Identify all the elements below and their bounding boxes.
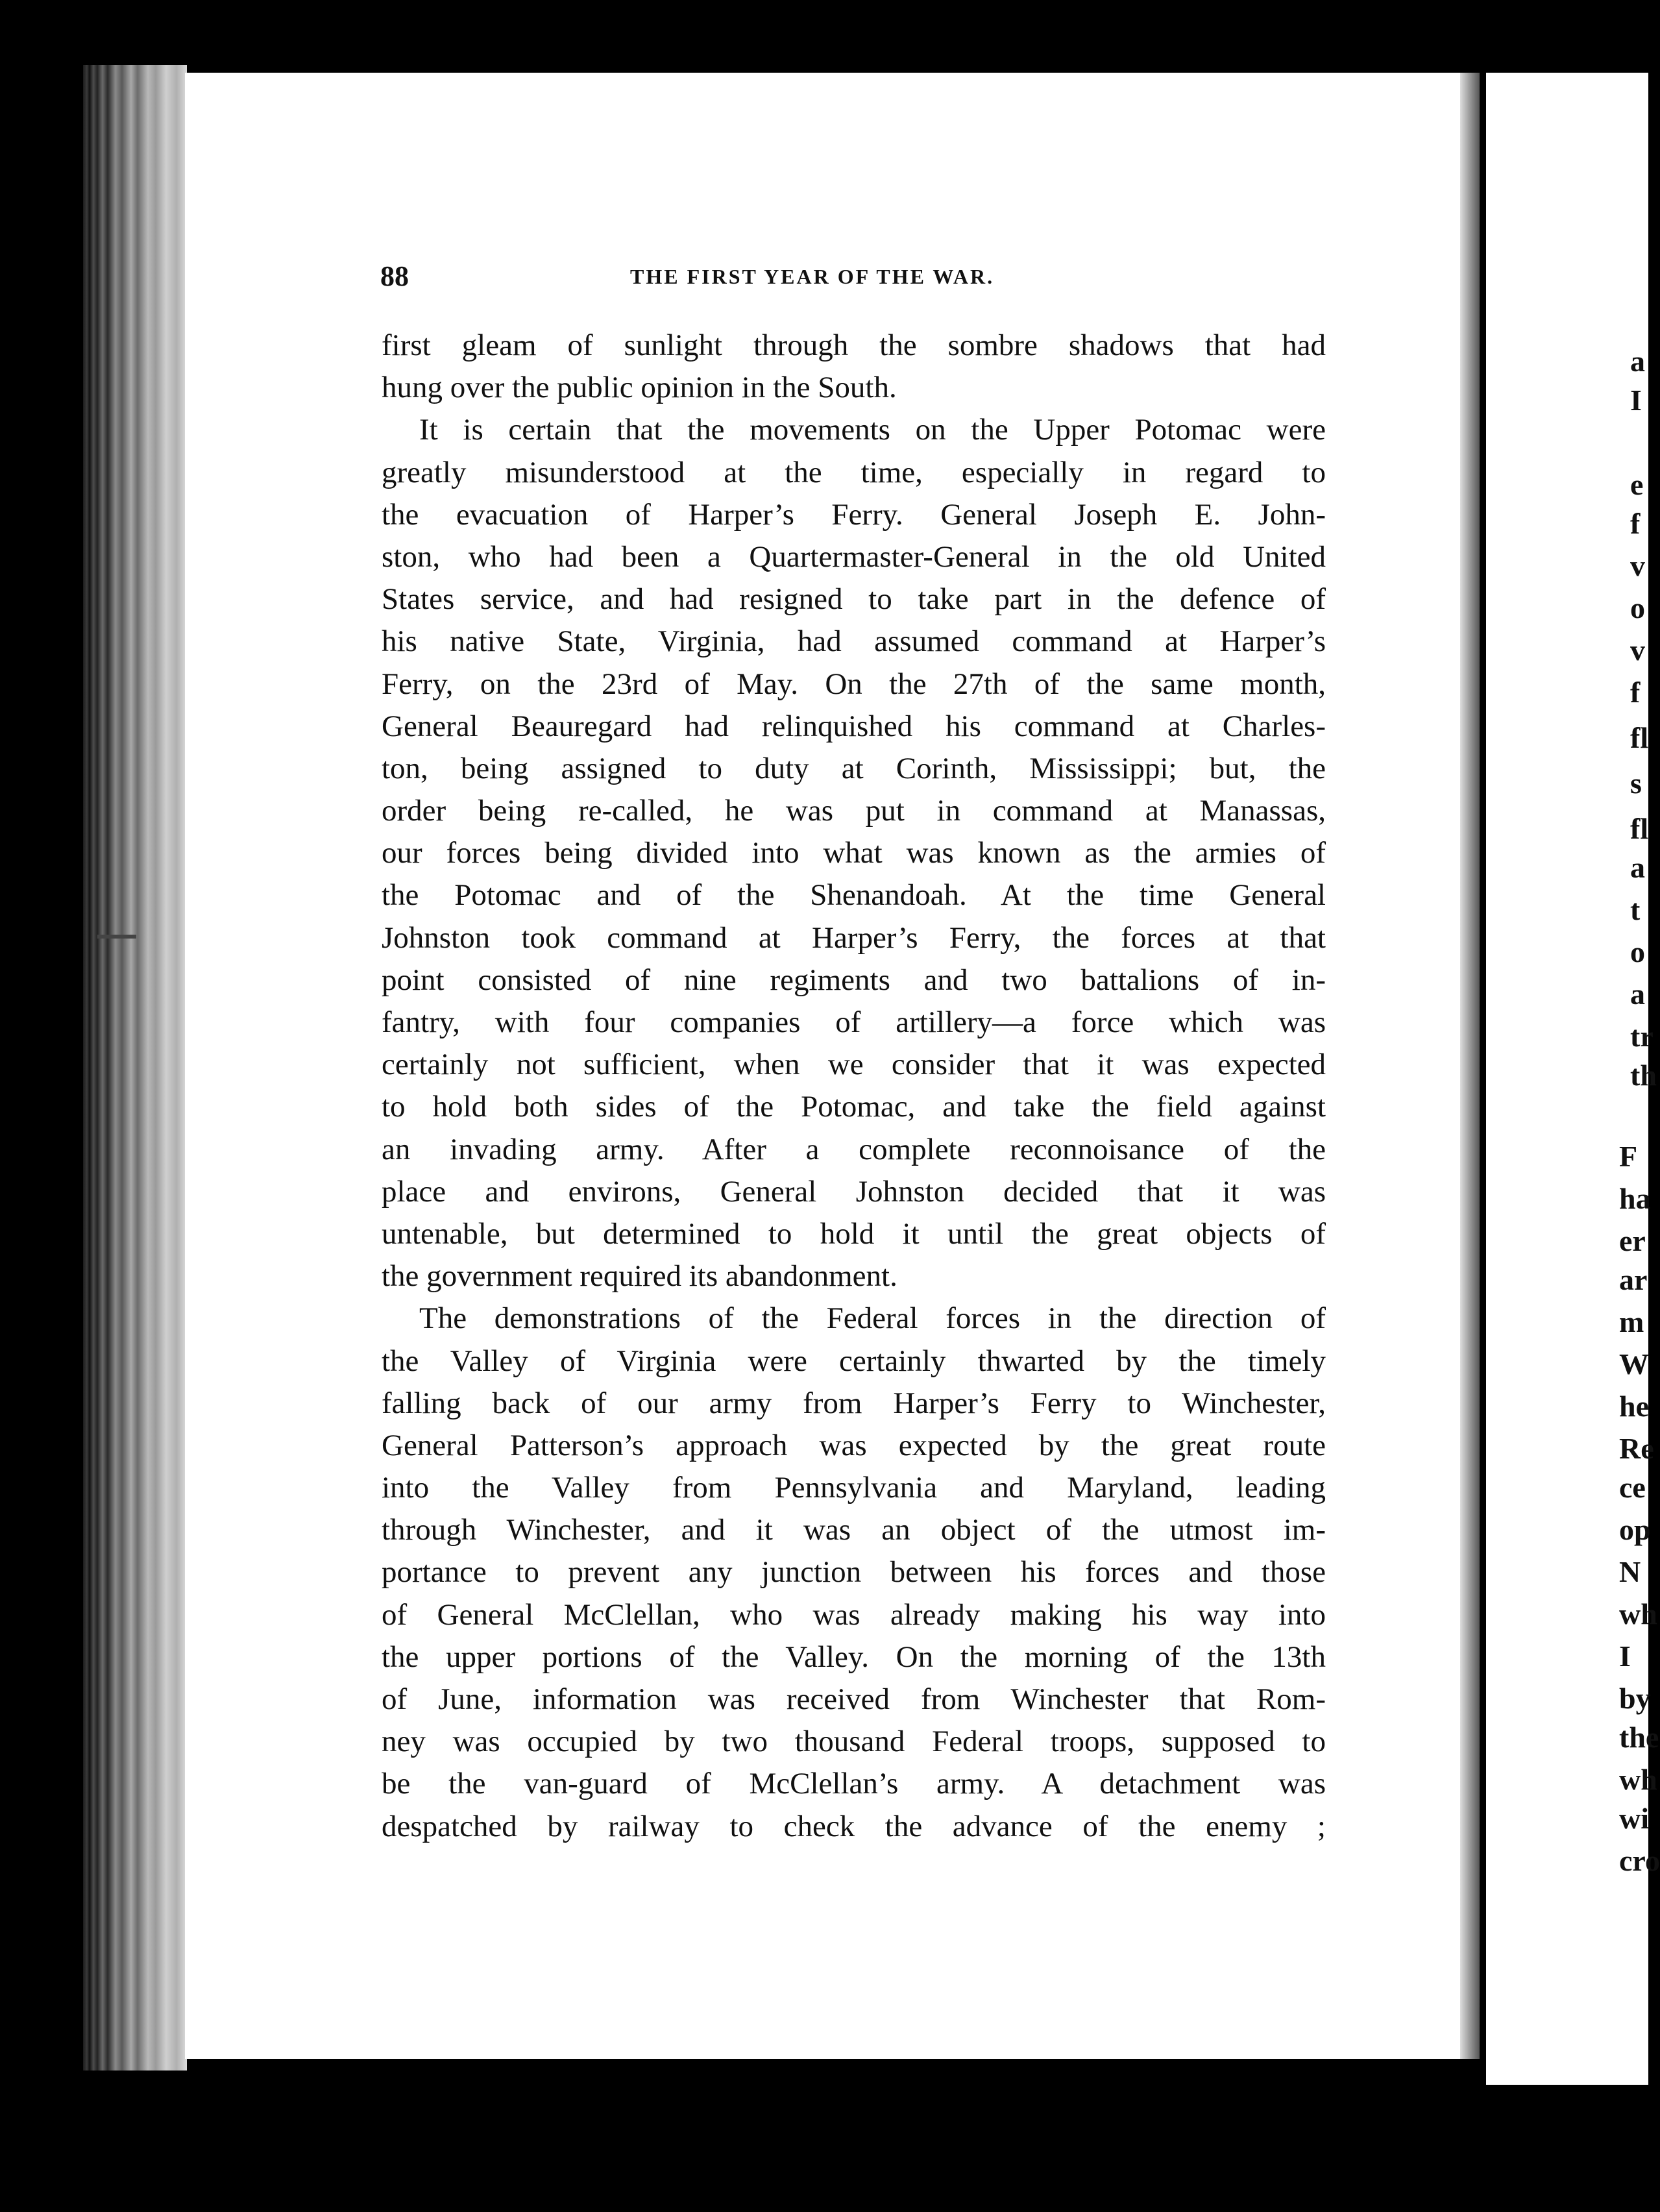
facing-page-fragment: fl <box>1630 721 1649 754</box>
facing-page-fragment: F <box>1619 1140 1638 1173</box>
body-line: place and environs, General Johnston decided that it was <box>382 1174 1326 1209</box>
facing-page-fragment: wh <box>1619 1763 1657 1796</box>
facing-page-fragment: N <box>1619 1555 1641 1588</box>
facing-page-fragment: f <box>1630 507 1641 540</box>
facing-page-fragment: W <box>1619 1347 1649 1381</box>
body-line: our forces being divided into what was known as the armies of <box>382 836 1326 870</box>
facing-page-fragment: I <box>1619 1640 1631 1673</box>
body-line: certainly not sufficient, when we consider that it was expected <box>382 1048 1326 1082</box>
facing-page-fragment: m <box>1619 1305 1644 1338</box>
running-head <box>380 260 1328 299</box>
facing-page-fragment: f <box>1630 676 1641 709</box>
facing-page-fragment: o <box>1630 935 1645 968</box>
facing-page-fragment: e <box>1630 468 1644 501</box>
body-line: into the Valley from Pennsylvania and Maryland, leading <box>382 1471 1326 1505</box>
facing-page-fragment: I <box>1630 384 1642 417</box>
body-line: fantry, with four companies of artillery—a force which was <box>382 1005 1326 1039</box>
facing-page-fragment: he <box>1619 1390 1649 1423</box>
body-line: portance to prevent any junction between his forces and those <box>382 1555 1326 1590</box>
body-line: ton, being assigned to duty at Corinth, Mississippi; but, the <box>382 751 1326 785</box>
facing-page-fragment: o <box>1630 591 1645 624</box>
facing-page-fragment: v <box>1630 549 1645 582</box>
facing-page-fragment: th <box>1630 1059 1657 1092</box>
body-line: the upper portions of the Valley. On the morning of the 13th <box>382 1640 1326 1674</box>
facing-page-fragment: by <box>1619 1682 1651 1715</box>
page-gutter-shadow <box>1460 73 1480 2059</box>
facing-page-fragment: ce <box>1619 1471 1646 1504</box>
body-line: ston, who had been a Quartermaster-General in the old United <box>382 539 1326 574</box>
body-line: Ferry, on the 23rd of May. On the 27th of the same month, <box>382 667 1326 701</box>
body-line: an invading army. After a complete reconnoisance of the <box>382 1132 1326 1166</box>
running-title: THE FIRST YEAR OF THE WAR. <box>630 265 995 288</box>
body-line: General Patterson’s approach was expected by the great route <box>382 1428 1326 1462</box>
body-line: despatched by railway to check the advance of the enemy ; <box>382 1809 1326 1843</box>
page-body-text <box>382 325 1326 1848</box>
book-binding <box>83 65 187 2071</box>
body-line: of General McClellan, who was already making his way into <box>382 1597 1326 1632</box>
body-line: ney was occupied by two thousand Federal troops, supposed to <box>382 1725 1326 1759</box>
body-line: through Winchester, and it was an object of the utmost im- <box>382 1513 1326 1547</box>
body-line: untenable, but determined to hold it until the great objects of <box>382 1216 1326 1251</box>
body-line: falling back of our army from Harper’s Ferry to Winchester, <box>382 1386 1326 1420</box>
facing-page-fragment: Re <box>1619 1432 1654 1465</box>
facing-page-fragment: a <box>1630 851 1645 884</box>
facing-page-fragment: a <box>1630 345 1645 378</box>
body-line: greatly misunderstood at the time, especially in regard to <box>382 455 1326 489</box>
facing-page-fragment: t <box>1630 893 1641 926</box>
body-line: General Beauregard had relinquished his command at Charles- <box>382 709 1326 743</box>
body-line: hung over the public opinion in the South. <box>382 371 897 405</box>
facing-page-fragment: v <box>1630 633 1645 667</box>
facing-page-fragment: ha <box>1619 1182 1651 1215</box>
body-line: Johnston took command at Harper’s Ferry, the forces at that <box>382 920 1326 955</box>
binding-mark <box>97 935 136 939</box>
body-line: point consisted of nine regiments and two battalions of in- <box>382 963 1326 997</box>
facing-page-fragment: wh <box>1619 1597 1657 1630</box>
facing-page-fragment: cro <box>1619 1844 1660 1877</box>
body-line: first gleam of sunlight through the sombre shadows that had <box>382 328 1326 362</box>
page-number: 88 <box>380 260 409 292</box>
body-line: the government required its abandonment. <box>382 1259 897 1294</box>
body-line: The demonstrations of the Federal forces in the direction of <box>419 1301 1326 1336</box>
body-line: It is certain that the movements on the Upper Potomac were <box>419 413 1326 447</box>
facing-page-fragment: s <box>1630 767 1642 800</box>
facing-page-fragment: the <box>1619 1721 1659 1754</box>
facing-page-fragment: er <box>1619 1224 1646 1257</box>
body-line: be the van-guard of McClellan’s army. A detachment was <box>382 1767 1326 1801</box>
body-line: States service, and had resigned to take part in the defence of <box>382 582 1326 617</box>
body-line: of June, information was received from Winchester that Rom- <box>382 1682 1326 1716</box>
body-line: to hold both sides of the Potomac, and take the field against <box>382 1090 1326 1124</box>
facing-page-fragment: op <box>1619 1513 1651 1546</box>
body-line: the Valley of Virginia were certainly thwarted by the timely <box>382 1344 1326 1378</box>
body-line: the Potomac and of the Shenandoah. At the time General <box>382 878 1326 913</box>
body-line: the evacuation of Harper’s Ferry. General Joseph E. John- <box>382 497 1326 532</box>
body-line: his native State, Virginia, had assumed command at Harper’s <box>382 624 1326 659</box>
facing-page-fragment: fl <box>1630 812 1649 845</box>
facing-page-fragment: wi <box>1619 1802 1649 1835</box>
facing-page-fragment: a <box>1630 977 1645 1011</box>
facing-page-fragment: ar <box>1619 1263 1648 1296</box>
facing-page-fragment: tr <box>1630 1020 1654 1053</box>
body-line: order being re-called, he was put in command at Manassas, <box>382 794 1326 828</box>
